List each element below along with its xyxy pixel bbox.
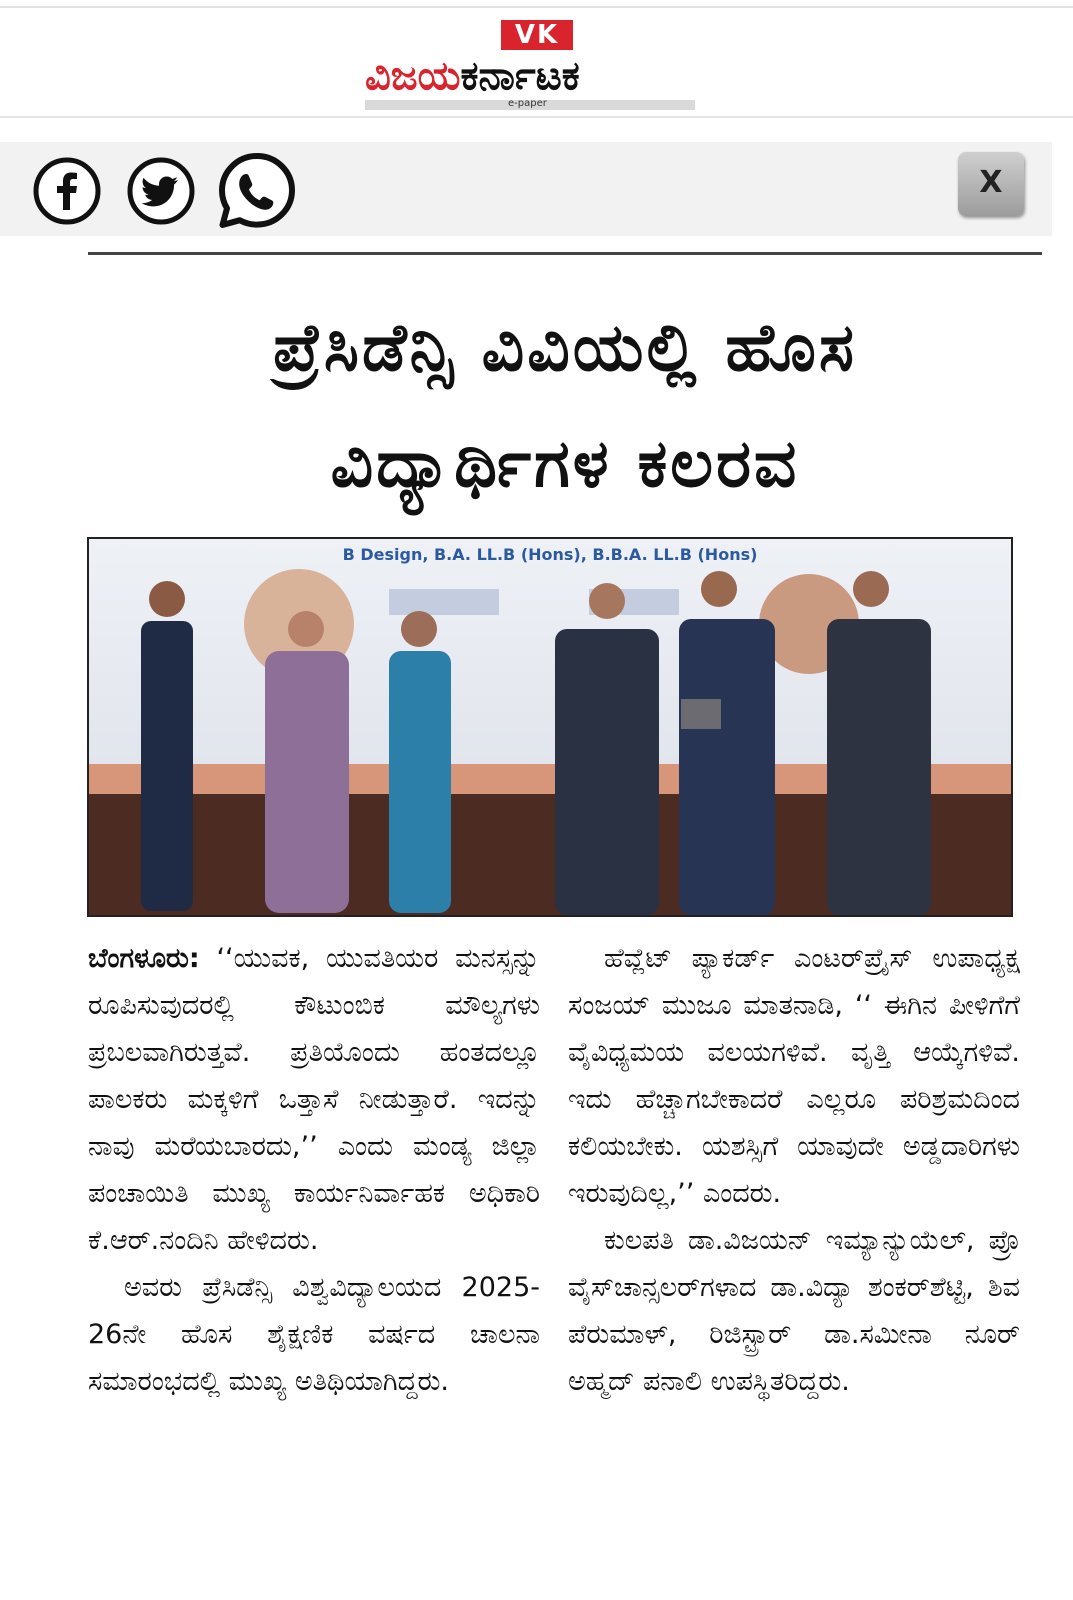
column-1-text-1: ‘‘ಯುವಕ, ಯುವತಿಯರ ಮನಸ್ಸನ್ನು ರೂಪಿಸುವುದರಲ್ಲಿ ಕೌಟುಂಬಿಕ ಮೌಲ್ಯಗಳು ಪ್ರಬಲವಾಗಿರುತ್ತವೆ. ಪ್ರತಿಯೊಂದು ಹಂತದಲ್ಲೂ ಪಾಲಕರು ಮಕ್ಕಳಿಗೆ ಒತ್ತಾಸೆ ನೀಡುತ್ತಾರೆ. ಇದನ್ನು ನಾವು ಮರೆಯಬಾರದು,’’ ಎಂದು ಮಂಡ್ಯ ಜಿಲ್ಲಾ ಪಂಚಾಯಿತಿ ಮುಖ್ಯ ಕಾರ್ಯನಿರ್ವಾಹಕ ಅಧಿಕಾರಿ ಕೆ.ಆರ್.ನಂದಿನಿ ಹೇಳಿದರು. <box>88 943 540 1256</box>
event-photo-illustration <box>89 539 1011 915</box>
photo-caption: B Design, B.A. LL.B (Hons), B.B.A. LL.B (Hons) <box>342 545 758 564</box>
whatsapp-icon[interactable] <box>216 150 298 232</box>
headline-line-2: ವಿದ್ಯಾರ್ಥಿಗಳ ಕಲರವ <box>330 425 800 502</box>
epaper-label: e-paper <box>508 98 547 109</box>
headline-line-1: ಪ್ರೆಸಿಡೆನ್ಸಿ ವಿವಿಯಲ್ಲಿ ಹೊಸ <box>273 309 857 386</box>
brand-name <box>365 52 695 100</box>
article-top-rule <box>88 252 1042 255</box>
brand-name-red: ವಿಜಯ <box>365 53 461 99</box>
article-photo[interactable] <box>87 537 1013 917</box>
column-1-paragraph-2: ಅವರು ಪ್ರೆಸಿಡೆನ್ಸಿ ವಿಶ್ವವಿದ್ಯಾಲಯದ 2025-26ನೇ ಹೊಸ ಶೈಕ್ಷಣಿಕ ವರ್ಷದ ಚಾಲನಾ ಸಮಾರಂಭದಲ್ಲಿ ಮುಖ್ಯ ಅತಿಥಿಯಾಗಿದ್ದರು. <box>88 1272 540 1397</box>
article-dateline: ಬೆಂಗಳೂರು: <box>88 943 200 974</box>
site-header <box>0 8 1073 118</box>
facebook-icon[interactable] <box>32 156 102 226</box>
twitter-icon[interactable] <box>126 156 196 226</box>
column-2-paragraph-1: ಹೆವ್ಲೆಟ್ ಪ್ಯಾಕರ್ಡ್ ಎಂಟರ್‌ಪ್ರೈಸ್ ಉಪಾಧ್ಯಕ್ಷ ಸಂಜಯ್ ಮುಜೂ ಮಾತನಾಡಿ, ‘‘ ಈಗಿನ ಪೀಳಿಗೆಗೆ ವೈವಿಧ್ಯಮಯ ವಲಯಗಳಿವೆ. ವೃತ್ತಿ ಆಯ್ಕೆಗಳಿವೆ. ಇದು ಹೆಚ್ಚಾಗಬೇಕಾದರೆ ಎಲ್ಲರೂ ಪರಿಶ್ರಮದಿಂದ ಕಲಿಯಬೇಕು. ಯಶಸ್ಸಿಗೆ ಯಾವುದೇ ಅಡ್ಡದಾರಿಗಳು ಇರುವುದಿಲ್ಲ,’’ ಎಂದರು. <box>568 943 1020 1209</box>
column-1-paragraph-1 <box>88 935 540 1264</box>
share-bar <box>0 142 1052 236</box>
article-headline <box>88 290 1042 522</box>
column-2-paragraph-2: ಕುಲಪತಿ ಡಾ.ವಿಜಯನ್ ಇಮ್ಯಾನ್ಯುಯೆಲ್, ಪ್ರೊ ವೈಸ್‌ಚಾನ್ಸಲರ್‌ಗಳಾದ ಡಾ.ವಿದ್ಯಾ ಶಂಕರ್‌ಶೆಟ್ಟಿ, ಶಿವ ಪೆರುಮಾಳ್, ರಿಜಿಸ್ಟ್ರಾರ್ ಡಾ.ಸಮೀನಾ ನೂರ್ ಅಹ್ಮದ್ ಪನಾಲಿ ಉಪಸ್ಥಿತರಿದ್ದರು. <box>568 1225 1020 1397</box>
article-column-2 <box>568 935 1020 1405</box>
vk-badge: VK <box>501 20 573 50</box>
vijay-karnataka-logo[interactable] <box>365 20 695 112</box>
article-column-1 <box>88 935 540 1405</box>
close-button[interactable]: X <box>958 152 1024 216</box>
brand-name-black: ಕರ್ನಾಟಕ <box>460 53 580 99</box>
